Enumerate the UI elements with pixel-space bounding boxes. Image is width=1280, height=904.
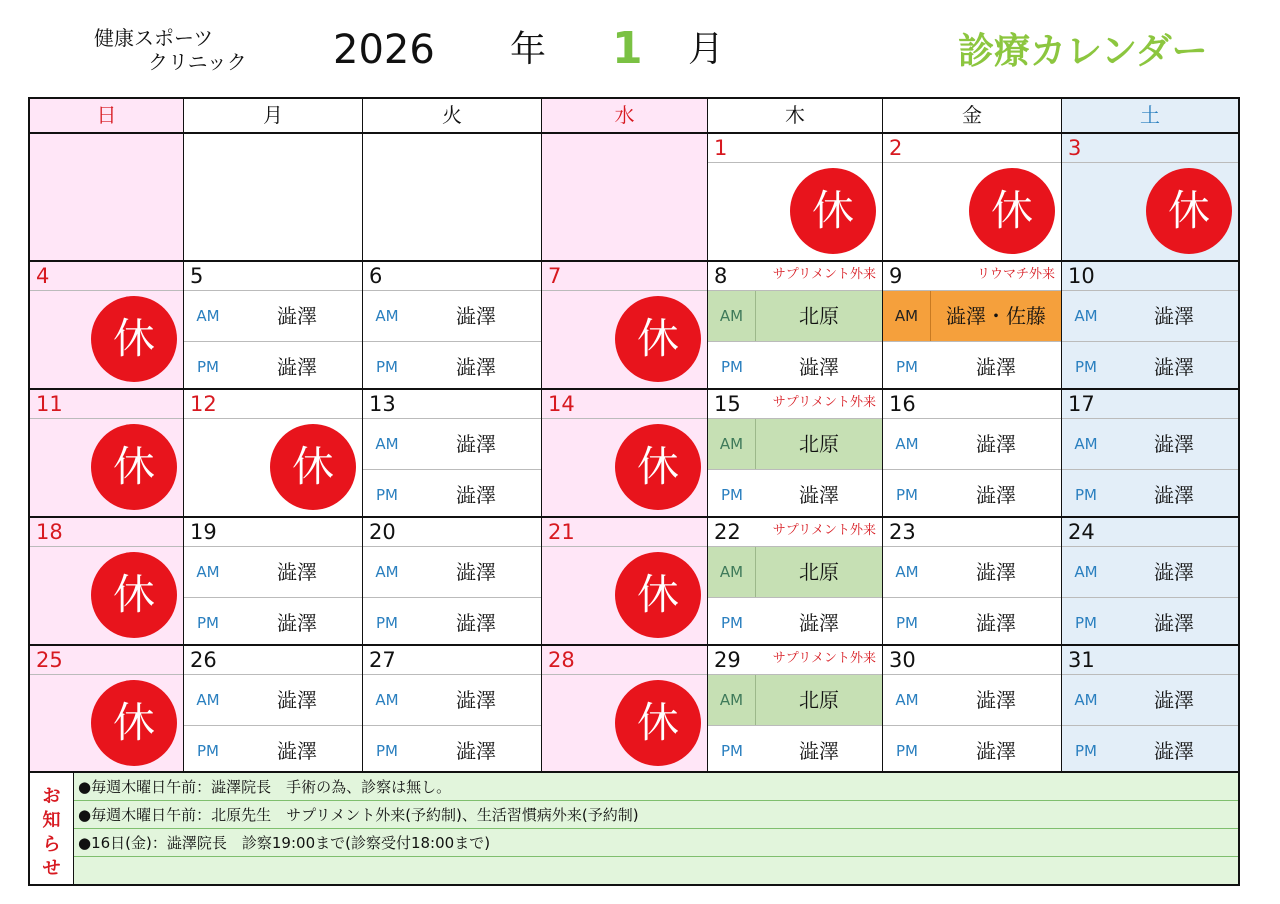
am-slot	[363, 291, 541, 341]
notice-line: ●毎週木曜日午前：澁澤院長 手術の為、診察は無し。	[74, 773, 1238, 801]
day-number: 21	[548, 520, 575, 544]
pm-doctor: 澁澤	[277, 355, 317, 379]
pm-slot	[1062, 342, 1238, 390]
am-label: AM	[1074, 435, 1098, 453]
slot-divider	[363, 725, 541, 726]
special-clinic-note: リウマチ外来	[976, 267, 1055, 282]
pm-slot	[708, 342, 882, 390]
am-slot	[883, 675, 1061, 725]
pm-label: PM	[1075, 358, 1097, 376]
day-cell	[30, 518, 184, 646]
day-number: 17	[1068, 392, 1095, 416]
special-clinic-note: サプリメント外来	[772, 267, 876, 282]
pm-slot	[363, 470, 541, 518]
special-clinic-note: サプリメント外来	[772, 651, 876, 666]
am-doctor: 澁澤	[976, 688, 1016, 712]
am-label: AM	[895, 563, 919, 581]
am-slot	[363, 419, 541, 469]
slot-divider	[883, 725, 1061, 726]
pm-slot	[883, 342, 1061, 390]
pm-label: PM	[896, 486, 918, 504]
pm-doctor: 澁澤	[277, 739, 317, 763]
pm-slot	[363, 598, 541, 646]
day-number: 20	[369, 520, 396, 544]
day-header-divider	[30, 290, 183, 291]
am-label: AM	[1074, 307, 1098, 325]
pm-label: PM	[376, 358, 398, 376]
day-cell	[184, 134, 363, 262]
am-label: AM	[708, 675, 756, 725]
am-label: AM	[708, 419, 756, 469]
am-label: AM	[375, 691, 399, 709]
day-number: 28	[548, 648, 575, 672]
day-header-divider	[542, 290, 707, 291]
day-cell	[708, 134, 883, 262]
notice-line	[74, 857, 1238, 885]
day-cell	[363, 390, 542, 518]
am-slot	[708, 547, 882, 597]
weekday-header-3: 水	[542, 99, 708, 132]
day-cell	[883, 134, 1062, 262]
day-header-divider	[883, 162, 1061, 163]
slot-divider	[883, 341, 1061, 342]
am-slot	[1062, 419, 1238, 469]
day-header-divider	[542, 674, 707, 675]
day-cell	[184, 518, 363, 646]
pm-slot	[708, 598, 882, 646]
am-doctor: 澁澤	[1154, 432, 1194, 456]
am-doctor: 澁澤	[456, 432, 496, 456]
pm-doctor: 澁澤	[456, 611, 496, 635]
clinic-name-line2: クリニック	[148, 50, 247, 74]
special-clinic-note: サプリメント外来	[772, 523, 876, 538]
day-cell	[1062, 646, 1238, 771]
slot-divider	[184, 597, 362, 598]
day-cell	[708, 518, 883, 646]
day-cell	[708, 390, 883, 518]
holiday-mark: 休	[615, 424, 701, 510]
day-header-divider	[542, 546, 707, 547]
am-label: AM	[708, 291, 756, 341]
slot-divider	[883, 597, 1061, 598]
pm-doctor: 澁澤	[1154, 611, 1194, 635]
pm-doctor: 澁澤	[1154, 483, 1194, 507]
day-cell	[883, 518, 1062, 646]
holiday-mark: 休	[91, 424, 177, 510]
pm-slot	[708, 470, 882, 518]
pm-doctor: 澁澤	[799, 483, 839, 507]
day-cell	[883, 390, 1062, 518]
weekday-header-0: 日	[30, 99, 184, 132]
am-doctor: 澁澤	[456, 560, 496, 584]
am-doctor: 北原	[799, 432, 839, 456]
day-cell	[1062, 134, 1238, 262]
day-cell	[184, 390, 363, 518]
year-unit: 年	[510, 29, 547, 70]
day-number: 27	[369, 648, 396, 672]
holiday-mark: 休	[969, 168, 1055, 254]
am-doctor: 澁澤・佐藤	[946, 304, 1046, 328]
pm-label: PM	[896, 614, 918, 632]
holiday-mark: 休	[1146, 168, 1232, 254]
day-number: 31	[1068, 648, 1095, 672]
day-cell	[542, 262, 708, 390]
day-number: 2	[889, 136, 903, 160]
weekday-header-2: 火	[363, 99, 542, 132]
year-value: 2026	[333, 27, 435, 73]
day-cell	[30, 390, 184, 518]
am-doctor: 北原	[799, 560, 839, 584]
am-slot	[708, 291, 882, 341]
pm-slot	[1062, 470, 1238, 518]
month-value: 1	[612, 23, 643, 74]
am-label: AM	[375, 563, 399, 581]
pm-doctor: 澁澤	[976, 355, 1016, 379]
am-slot	[1062, 547, 1238, 597]
day-header-divider	[1062, 162, 1238, 163]
day-cell	[708, 646, 883, 771]
am-slot	[883, 419, 1061, 469]
holiday-mark: 休	[91, 552, 177, 638]
weekday-header-row	[30, 99, 1238, 134]
pm-doctor: 澁澤	[1154, 355, 1194, 379]
calendar-grid	[28, 97, 1240, 773]
am-label: AM	[196, 307, 220, 325]
pm-slot	[883, 598, 1061, 646]
am-label: AM	[1074, 563, 1098, 581]
pm-label: PM	[1075, 614, 1097, 632]
month-unit: 月	[688, 29, 725, 70]
slot-divider	[184, 725, 362, 726]
pm-doctor: 澁澤	[456, 483, 496, 507]
am-slot	[363, 547, 541, 597]
am-slot	[1062, 675, 1238, 725]
day-number: 3	[1068, 136, 1082, 160]
day-number: 25	[36, 648, 63, 672]
pm-label: PM	[197, 742, 219, 760]
day-cell	[363, 262, 542, 390]
am-doctor: 澁澤	[277, 560, 317, 584]
day-cell	[30, 134, 184, 262]
day-header-divider	[708, 162, 882, 163]
notice-label-char: ら	[42, 834, 61, 855]
pm-doctor: 澁澤	[799, 739, 839, 763]
am-doctor: 澁澤	[976, 432, 1016, 456]
holiday-mark: 休	[615, 680, 701, 766]
am-label: AM	[895, 691, 919, 709]
day-header-divider	[542, 418, 707, 419]
pm-label: PM	[376, 486, 398, 504]
am-slot	[883, 291, 1061, 341]
day-number: 30	[889, 648, 916, 672]
pm-label: PM	[721, 742, 743, 760]
pm-label: PM	[721, 614, 743, 632]
pm-doctor: 澁澤	[277, 611, 317, 635]
holiday-mark: 休	[615, 296, 701, 382]
pm-slot	[883, 726, 1061, 771]
day-number: 13	[369, 392, 396, 416]
day-number: 9	[889, 264, 903, 288]
am-doctor: 澁澤	[976, 560, 1016, 584]
am-slot	[708, 675, 882, 725]
slot-divider	[708, 725, 882, 726]
pm-label: PM	[896, 358, 918, 376]
am-label: AM	[708, 547, 756, 597]
day-number: 24	[1068, 520, 1095, 544]
am-slot	[184, 291, 362, 341]
notice-label-char: お	[42, 786, 61, 807]
day-number: 4	[36, 264, 50, 288]
day-number: 16	[889, 392, 916, 416]
pm-label: PM	[376, 742, 398, 760]
day-number: 8	[714, 264, 728, 288]
day-number: 1	[714, 136, 728, 160]
am-label: AM	[196, 691, 220, 709]
pm-slot	[184, 598, 362, 646]
pm-label: PM	[1075, 486, 1097, 504]
day-cell	[1062, 262, 1238, 390]
page-title: 診療カレンダー	[958, 31, 1208, 72]
pm-label: PM	[197, 614, 219, 632]
day-cell	[1062, 390, 1238, 518]
slot-divider	[184, 341, 362, 342]
day-cell	[184, 646, 363, 771]
pm-label: PM	[721, 486, 743, 504]
notice-label	[30, 773, 74, 884]
am-doctor: 澁澤	[456, 304, 496, 328]
pm-doctor: 澁澤	[799, 355, 839, 379]
day-cell	[883, 646, 1062, 771]
day-number: 7	[548, 264, 562, 288]
pm-slot	[363, 342, 541, 390]
am-doctor: 北原	[799, 688, 839, 712]
holiday-mark: 休	[270, 424, 356, 510]
am-label: AM	[375, 435, 399, 453]
pm-label: PM	[197, 358, 219, 376]
pm-label: PM	[376, 614, 398, 632]
slot-divider	[708, 469, 882, 470]
pm-slot	[708, 726, 882, 771]
pm-slot	[883, 470, 1061, 518]
day-header-divider	[30, 674, 183, 675]
notice-label-char: せ	[42, 858, 61, 879]
notice-label-char: 知	[42, 810, 61, 831]
am-doctor: 澁澤	[1154, 304, 1194, 328]
pm-slot	[1062, 726, 1238, 771]
day-number: 12	[190, 392, 217, 416]
am-slot	[184, 547, 362, 597]
special-clinic-note: サプリメント外来	[772, 395, 876, 410]
pm-slot	[363, 726, 541, 771]
day-number: 14	[548, 392, 575, 416]
pm-label: PM	[721, 358, 743, 376]
pm-doctor: 澁澤	[456, 739, 496, 763]
pm-doctor: 澁澤	[976, 611, 1016, 635]
pm-slot	[184, 342, 362, 390]
slot-divider	[883, 469, 1061, 470]
am-label: AM	[196, 563, 220, 581]
day-number: 19	[190, 520, 217, 544]
am-doctor: 澁澤	[277, 688, 317, 712]
am-doctor: 澁澤	[1154, 688, 1194, 712]
clinic-name-line1: 健康スポーツ	[94, 26, 214, 50]
notice-line: ●毎週木曜日午前：北原先生 サプリメント外来(予約制)、生活習慣病外来(予約制)	[74, 801, 1238, 829]
day-number: 18	[36, 520, 63, 544]
slot-divider	[363, 469, 541, 470]
day-number: 10	[1068, 264, 1095, 288]
pm-doctor: 澁澤	[799, 611, 839, 635]
weekday-header-1: 月	[184, 99, 363, 132]
am-doctor: 澁澤	[456, 688, 496, 712]
am-slot	[184, 675, 362, 725]
slot-divider	[708, 341, 882, 342]
holiday-mark: 休	[615, 552, 701, 638]
day-header-divider	[30, 418, 183, 419]
slot-divider	[1062, 725, 1238, 726]
day-number: 29	[714, 648, 741, 672]
day-cell	[542, 134, 708, 262]
day-number: 22	[714, 520, 741, 544]
slot-divider	[708, 597, 882, 598]
day-cell	[1062, 518, 1238, 646]
day-number: 5	[190, 264, 204, 288]
pm-doctor: 澁澤	[456, 355, 496, 379]
day-cell	[542, 518, 708, 646]
slot-divider	[363, 597, 541, 598]
notice-line: ●16日(金)：澁澤院長 診察19:00まで(診察受付18:00まで)	[74, 829, 1238, 857]
am-slot	[363, 675, 541, 725]
day-cell	[363, 646, 542, 771]
am-slot	[883, 547, 1061, 597]
weekday-header-4: 木	[708, 99, 883, 132]
weekday-header-5: 金	[883, 99, 1062, 132]
clinic-name	[94, 26, 247, 74]
slot-divider	[363, 341, 541, 342]
slot-divider	[1062, 469, 1238, 470]
pm-doctor: 澁澤	[1154, 739, 1194, 763]
day-cell	[30, 262, 184, 390]
am-slot	[708, 419, 882, 469]
day-number: 6	[369, 264, 383, 288]
day-cell	[542, 646, 708, 771]
pm-slot	[1062, 598, 1238, 646]
day-header-divider	[30, 546, 183, 547]
notice-box	[28, 771, 1240, 886]
day-number: 23	[889, 520, 916, 544]
am-label: AM	[375, 307, 399, 325]
pm-doctor: 澁澤	[976, 483, 1016, 507]
am-label: AM	[883, 291, 931, 341]
calendar-header	[0, 0, 1280, 96]
am-doctor: 澁澤	[277, 304, 317, 328]
day-number: 11	[36, 392, 63, 416]
day-cell	[363, 134, 542, 262]
day-number: 15	[714, 392, 741, 416]
holiday-mark: 休	[790, 168, 876, 254]
pm-label: PM	[896, 742, 918, 760]
am-label: AM	[895, 435, 919, 453]
am-label: AM	[1074, 691, 1098, 709]
day-cell	[363, 518, 542, 646]
day-cell	[30, 646, 184, 771]
day-header-divider	[184, 418, 362, 419]
slot-divider	[1062, 341, 1238, 342]
am-slot	[1062, 291, 1238, 341]
pm-doctor: 澁澤	[976, 739, 1016, 763]
holiday-mark: 休	[91, 680, 177, 766]
pm-slot	[184, 726, 362, 771]
day-cell	[184, 262, 363, 390]
day-cell	[708, 262, 883, 390]
weekday-header-6: 土	[1062, 99, 1238, 132]
holiday-mark: 休	[91, 296, 177, 382]
pm-label: PM	[1075, 742, 1097, 760]
day-cell	[542, 390, 708, 518]
day-cell	[883, 262, 1062, 390]
am-doctor: 北原	[799, 304, 839, 328]
am-doctor: 澁澤	[1154, 560, 1194, 584]
slot-divider	[1062, 597, 1238, 598]
day-number: 26	[190, 648, 217, 672]
